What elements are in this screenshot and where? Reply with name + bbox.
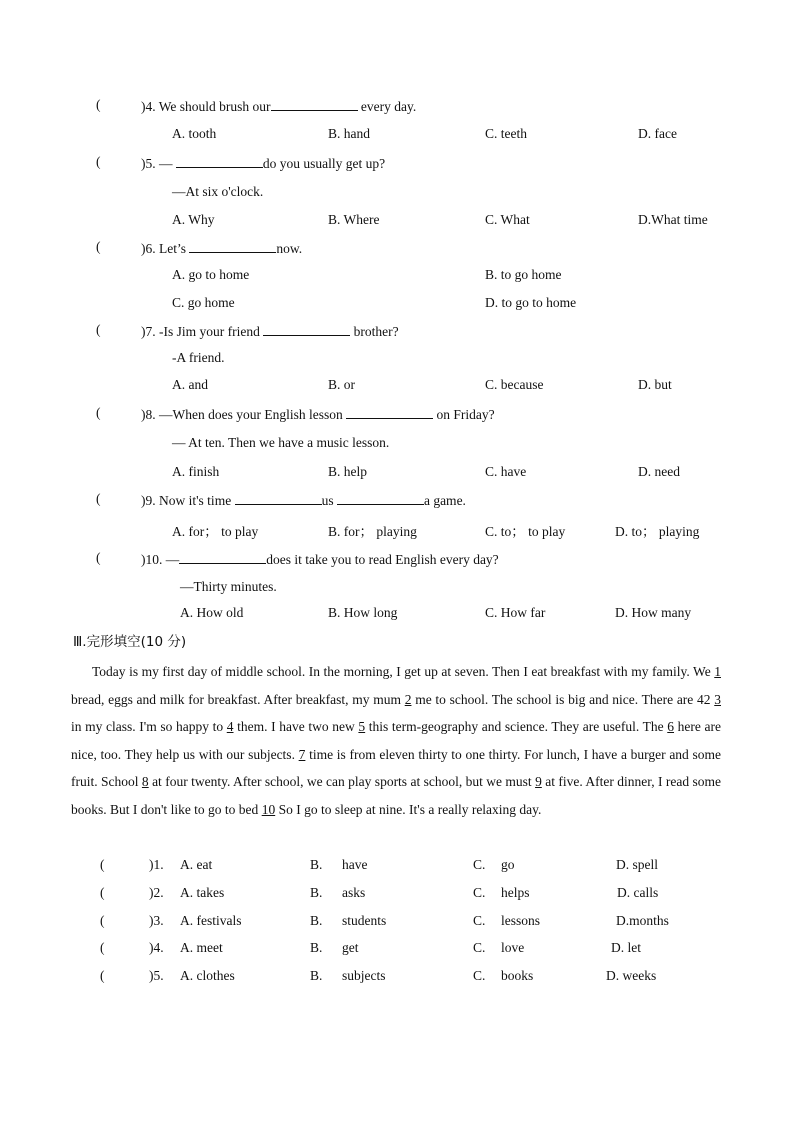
option-d[interactable]: D. to； playing	[615, 524, 700, 539]
option-d[interactable]: D. to go to home	[485, 295, 577, 310]
blank-number: 9	[535, 774, 542, 790]
option-b[interactable]: have	[342, 857, 368, 872]
stem-text: us	[321, 493, 337, 508]
question-stem	[141, 154, 385, 173]
option-d[interactable]: D. How many	[615, 605, 692, 620]
option-a[interactable]: A. tooth	[172, 126, 217, 141]
question-number: )10.	[141, 552, 163, 567]
blank-number: 1	[714, 664, 721, 679]
option-b-letter: B.	[310, 857, 323, 872]
option-a[interactable]: A. takes	[180, 884, 225, 900]
answer-blank[interactable]	[263, 322, 350, 336]
answer-blank[interactable]	[189, 239, 276, 253]
option-a[interactable]: A. for； to play	[172, 524, 259, 539]
question-number: )1.	[149, 857, 164, 872]
option-a[interactable]: A. go to home	[172, 267, 250, 282]
option-d[interactable]: D. weeks	[606, 968, 657, 984]
question-number: )3.	[149, 912, 164, 928]
option-a[interactable]: A. meet	[180, 940, 223, 956]
blank-number: 3	[714, 691, 721, 707]
option-c-letter: C.	[473, 912, 486, 928]
passage-text: bread, eggs and milk for breakfast. After breakfast, my mum	[71, 691, 405, 707]
answer-paren: (	[96, 97, 101, 112]
answer-paren: (	[100, 912, 105, 928]
answer-paren: (	[96, 405, 101, 420]
option-b[interactable]: B. or	[328, 377, 355, 392]
option-a[interactable]: A. eat	[180, 857, 213, 872]
option-d[interactable]: D.What time	[638, 212, 708, 227]
stem-text: do you usually get up?	[262, 156, 386, 171]
option-c[interactable]: C. to； to play	[485, 524, 566, 539]
reply-line: —Thirty minutes.	[180, 579, 277, 594]
question-stem	[141, 491, 466, 510]
answer-paren: (	[96, 154, 101, 169]
option-b[interactable]: subjects	[342, 968, 386, 984]
passage-text: Today is my first day of middle school. In the morning, I get up at seven. Then I eat breakfast with my family. We	[92, 664, 715, 679]
passage-text: at five. After dinner, I read some books. But I don't like to go to bed	[71, 774, 722, 817]
answer-blank[interactable]	[271, 97, 358, 111]
option-c[interactable]: lessons	[501, 912, 541, 928]
answer-blank[interactable]	[346, 405, 433, 419]
option-d[interactable]: D. calls	[617, 884, 659, 900]
option-c[interactable]: C. go home	[172, 295, 235, 310]
option-c[interactable]: C. because	[485, 377, 544, 392]
option-c[interactable]: go	[501, 857, 515, 872]
option-c-letter: C.	[473, 857, 486, 872]
reply-line: —At six o'clock.	[172, 184, 264, 199]
stem-text: now.	[276, 241, 303, 256]
stem-text: does it take you to read English every day?	[266, 552, 499, 567]
option-c[interactable]: C. What	[485, 212, 530, 227]
option-c-letter: C.	[473, 884, 486, 900]
answer-blank[interactable]	[337, 491, 424, 505]
stem-text: Now it's time	[159, 493, 235, 508]
option-b[interactable]: B. help	[328, 464, 367, 479]
answer-paren: (	[96, 239, 101, 254]
stem-text: —	[159, 156, 176, 171]
blank-number: 7	[298, 746, 306, 762]
question-stem	[141, 97, 416, 116]
option-b-letter: B.	[310, 912, 323, 928]
passage-text: at four twenty. After school, we can play sports at school, but we must	[148, 774, 536, 790]
question-number: )4.	[141, 99, 156, 114]
option-b[interactable]: students	[342, 912, 387, 928]
stem-text: -Is Jim your friend	[159, 324, 264, 339]
option-b[interactable]: B. for； playing	[328, 524, 417, 539]
passage-text: in my class. I'm so happy to	[71, 719, 227, 735]
stem-text: We should brush our	[158, 99, 271, 114]
option-a[interactable]: A. Why	[172, 212, 215, 227]
answer-blank[interactable]	[176, 154, 263, 168]
question-stem	[141, 550, 499, 569]
option-c-letter: C.	[473, 968, 486, 984]
blank-number: 2	[404, 691, 412, 707]
question-stem	[141, 322, 399, 341]
answer-paren: (	[96, 322, 101, 337]
cloze-passage	[71, 658, 721, 824]
option-c[interactable]: C. How far	[485, 605, 546, 620]
option-d[interactable]: D. spell	[616, 857, 658, 872]
option-b[interactable]: B. Where	[328, 212, 380, 227]
passage-text: them. I have two new	[233, 719, 359, 735]
blank-number: 4	[226, 719, 234, 735]
blank-number: 6	[667, 719, 675, 735]
passage-paragraph	[71, 658, 721, 824]
option-a[interactable]: A. festivals	[180, 912, 242, 928]
answer-paren: (	[100, 968, 105, 984]
answer-paren: (	[96, 550, 101, 565]
option-c-letter: C.	[473, 940, 486, 956]
answer-blank[interactable]	[179, 550, 266, 564]
option-d[interactable]: D. face	[638, 126, 677, 141]
question-stem	[141, 405, 495, 424]
option-b[interactable]: B. to go home	[485, 267, 562, 282]
answer-paren: (	[96, 491, 101, 506]
option-a[interactable]: A. clothes	[180, 968, 235, 984]
option-b[interactable]: B. How long	[328, 605, 398, 620]
passage-text: time is from eleven thirty to one thirty. For lunch, I have a burger and some fruit. School	[71, 746, 721, 790]
option-a[interactable]: A. and	[172, 377, 208, 392]
reply-line: — At ten. Then we have a music lesson.	[172, 435, 390, 450]
reply-line: -A friend.	[172, 350, 225, 365]
option-d[interactable]: D. need	[638, 464, 680, 479]
question-number: )4.	[149, 940, 164, 956]
question-number: )9.	[141, 493, 156, 508]
option-d[interactable]: D. let	[611, 940, 641, 956]
stem-text: —	[165, 552, 180, 567]
option-c[interactable]: C. have	[485, 464, 527, 479]
question-number: )6.	[141, 241, 156, 256]
section-heading: Ⅲ.完形填空(10 分)	[73, 634, 187, 650]
stem-text: brother?	[350, 324, 399, 339]
passage-text: So I go to sleep at nine. It's a really relaxing day.	[275, 801, 542, 817]
answer-blank[interactable]	[235, 491, 322, 505]
option-b-letter: B.	[310, 940, 323, 956]
option-b[interactable]: B. hand	[328, 126, 370, 141]
question-number: )5.	[149, 968, 164, 984]
stem-text: a game.	[423, 493, 466, 508]
answer-paren: (	[100, 884, 105, 900]
option-c[interactable]: helps	[501, 884, 530, 900]
answer-paren: (	[100, 857, 105, 872]
passage-text: this term-geography and science. They are useful. The	[365, 719, 668, 735]
option-d[interactable]: D.months	[616, 912, 669, 928]
option-c[interactable]: books	[501, 968, 534, 984]
passage-text: me to school. The school is big and nice. There are 42	[411, 691, 715, 707]
stem-text: —When does your English lesson	[159, 407, 347, 422]
option-c[interactable]: C. teeth	[485, 126, 527, 141]
question-number: )8.	[141, 407, 156, 422]
question-number: )7.	[141, 324, 156, 339]
passage-text: here are nice, too. They help us with our subjects.	[71, 719, 721, 762]
blank-number: 10	[261, 801, 276, 817]
question-number: )2.	[149, 884, 164, 900]
blank-number: 5	[358, 719, 366, 735]
option-a[interactable]: A. finish	[172, 464, 220, 479]
option-b-letter: B.	[310, 884, 323, 900]
option-a[interactable]: A. How old	[180, 605, 244, 620]
question-stem	[141, 239, 302, 258]
stem-text: Let’s	[159, 241, 190, 256]
blank-number: 8	[141, 774, 149, 790]
option-d[interactable]: D. but	[638, 377, 672, 392]
stem-text: every day.	[357, 99, 417, 114]
option-b-letter: B.	[310, 968, 323, 984]
option-b[interactable]: get	[342, 940, 359, 956]
option-c[interactable]: love	[501, 940, 525, 956]
stem-text: on Friday?	[433, 407, 495, 422]
option-b[interactable]: asks	[342, 884, 366, 900]
answer-paren: (	[100, 940, 105, 956]
question-number: )5.	[141, 156, 156, 171]
